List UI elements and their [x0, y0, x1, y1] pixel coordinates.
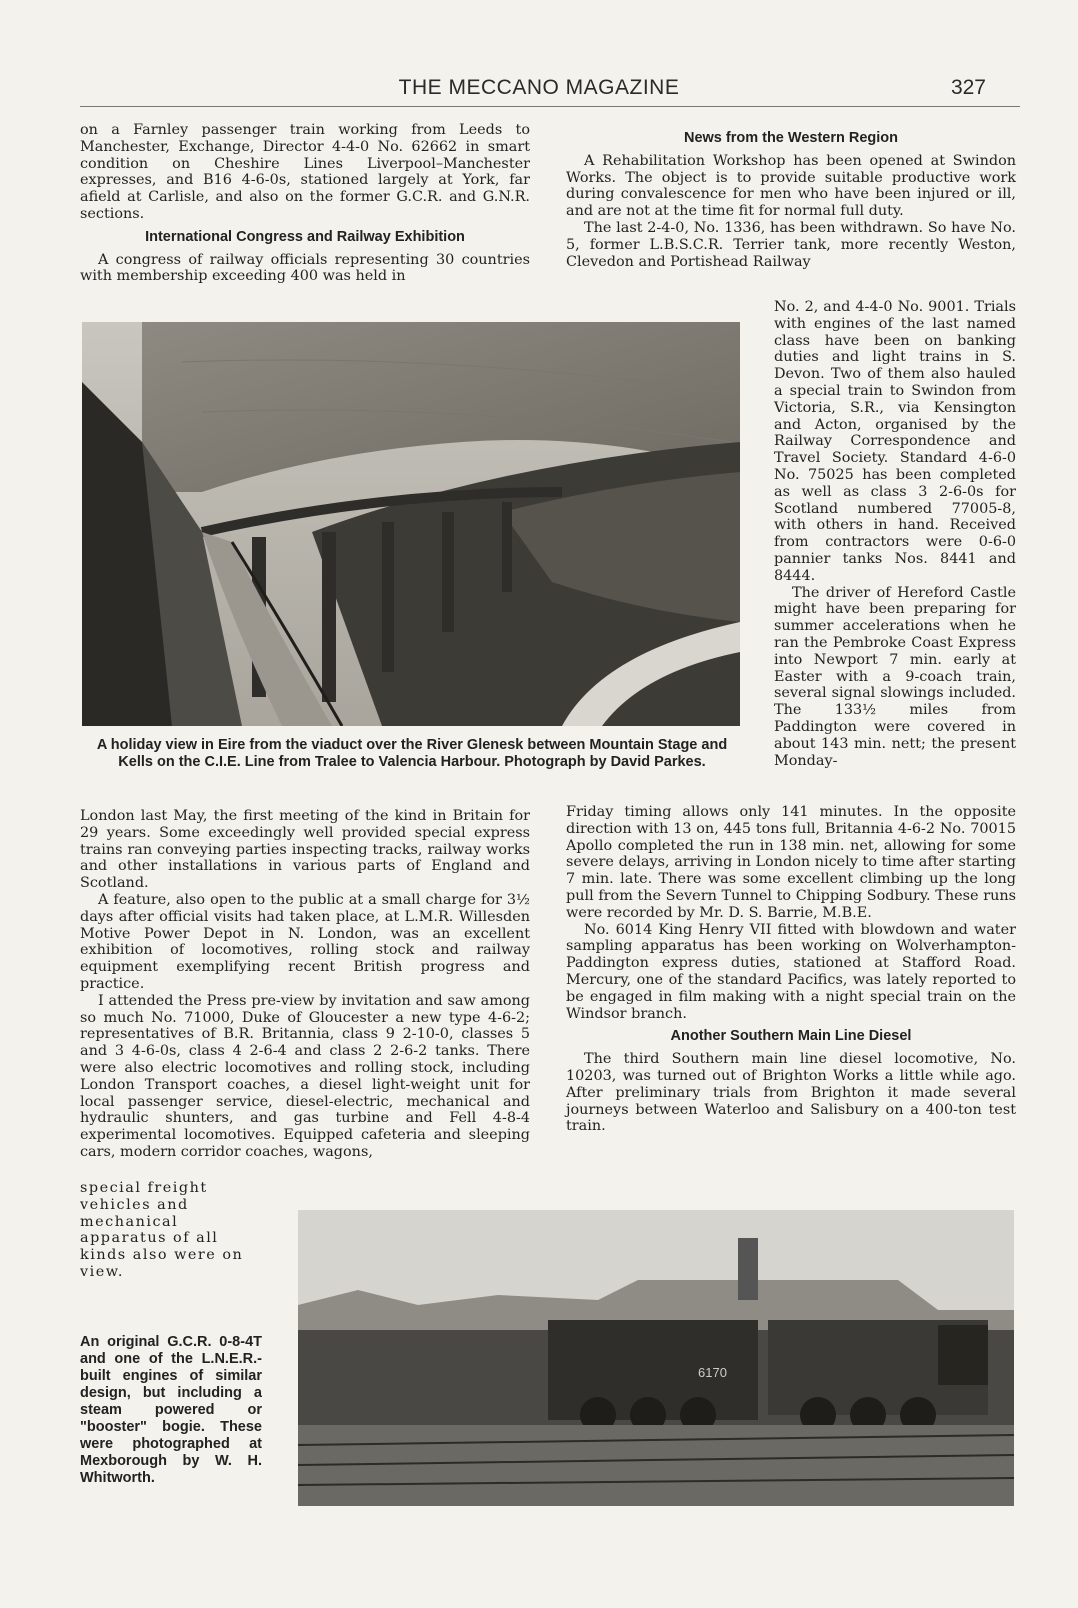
section-heading: International Congress and Railway Exhibition [145, 228, 465, 245]
paragraph: I attended the Press pre-view by invitation and saw among so much No. 71000, Duke of Gloucester a new type 4-6-2; representatives of B.R. Britannia, class 9 2-10-0, classes 5 and 3 4-6-0s, class 4 2-6-4 and class 2 2-6-2 tanks. There were also electric locomotives and rolling stock, including London Transport coaches, a diesel light-weight unit for local passenger service, diesel-electric, mechanical and hydraulic shunters, and gas turbine and Fell 4-8-4 experimental locomotives. Equipped cafeteria and sleeping cars, modern corridor coaches, wagons, [80, 992, 530, 1160]
right-column-bottom [566, 804, 1016, 1135]
paragraph: Friday timing allows only 141 minutes. In the opposite direction with 13 on, 445 tons full, Britannia 4-6-2 No. 70015 Apollo completed the run in 138 min. net, allowing for some severe delays, arriving in London nicely to time after starting 7 min. late. There was some excellent climbing up the long pull from the Severn Tunnel to Chipping Sodbury. These runs were recorded by Mr. D. S. Barrie, M.B.E. [566, 804, 1016, 921]
left-column-narrow [80, 1180, 262, 1281]
left-column-top [80, 122, 530, 285]
paragraph: No. 2, and 4-4-0 No. 9001. Trials with engines of the last named class have been on banking duties and light trains in S. Devon. Two of them also hauled a special train to Swindon from Victoria, S.R., via Kensington and Acton, organised by the Railway Correspondence and Travel Society. Standard 4-6-0 No. 75025 has been completed as well as class 3 2-6-0s for Scotland numbered 77005-8, with others in hand. Received from contractors were 0-6-0 pannier tanks Nos. 8441 and 8444. [774, 299, 1016, 584]
paragraph: The third Southern main line diesel locomotive, No. 10203, was turned out of Brighton Works a little while ago. After preliminary trials from Brighton it made several journeys between Waterloo and Salisbury on a 400-ton test train. [566, 1051, 1016, 1135]
paragraph: No. 6014 King Henry VII fitted with blowdown and water sampling apparatus has been working on Wolverhampton-Paddington express duties, stationed at Stafford Road. Mercury, one of the standard Pacifics, was lately reported to be engaged in film making with a night special train on the Windsor branch. [566, 921, 1016, 1022]
paragraph: on a Farnley passenger train working from Leeds to Manchester, Exchange, Director 4-4-0 No. 62662 in smart condition on Cheshire Lines Liverpool–Manchester expresses, and B16 4-6-0s, stationed largely at York, far afield at Carlisle, and also on the former G.C.R. and G.N.R. sections. [80, 122, 530, 222]
viaduct-caption: A holiday view in Eire from the viaduct over the River Glenesk between Mountain Stage and Kells on the C.I.E. Line from Tralee to Valencia Harbour. Photograph by David Parkes. [96, 737, 728, 770]
paragraph: The last 2-4-0, No. 1336, has been withdrawn. So have No. 5, former L.B.S.C.R. Terrier tank, more recently Weston, Clevedon and Portishead Railway [566, 219, 1016, 270]
paragraph: special freight vehicles and mechanical apparatus of all kinds also were on view. [80, 1180, 244, 1280]
right-column-top [566, 130, 1016, 270]
magazine-title: THE MECCANO MAGAZINE [398, 76, 680, 99]
paragraph: A feature, also open to the public at a small charge for 3½ days after official visits had taken place, at L.M.R. Willesden Motive Power Depot in N. London, was an excellent exhibition of locomotives, rolling stock and railway equipment exemplifying recent British progress and practice. [80, 891, 530, 992]
paragraph: A Rehabilitation Workshop has been opened at Swindon Works. The object is to provide suitable productive work during convalescence for men who have been injured or ill, and are not at the time fit for normal full duty. [566, 152, 1016, 220]
locomotive-photo [298, 1210, 1014, 1506]
page-number: 327 [950, 76, 986, 99]
paragraph: A congress of railway officials representing 30 countries with membership exceeding 400 was held in [80, 251, 530, 285]
section-heading: News from the Western Region [683, 130, 899, 146]
section-heading: Another Southern Main Line Diesel [670, 1028, 912, 1045]
viaduct-photo [82, 322, 740, 726]
paragraph: The driver of Hereford Castle might have been preparing for summer accelerations when he ran the Pembroke Coast Express into Newport 7 min. early at Easter with a 9-coach train, several signal slowings included. The 133½ miles from Paddington were covered in about 143 min. nett; the present Monday- [774, 584, 1016, 769]
left-column-bottom [80, 808, 530, 1161]
right-column-narrow [774, 299, 1016, 769]
paragraph: London last May, the first meeting of the kind in Britain for 29 years. Some exceedingly well provided special express trains ran conveying parties inspecting tracks, railway works and other installations in various parts of England and Scotland. [80, 808, 530, 892]
locomotive-caption: An original G.C.R. 0-8-4T and one of the L.N.E.R.-built engines of similar design, but including a steam powered or "booster" bogie. These were photographed at Mexborough by W. H. Whitworth. [80, 1334, 262, 1486]
header-rule [80, 106, 1020, 107]
engine-number: 6170 [698, 1365, 727, 1380]
